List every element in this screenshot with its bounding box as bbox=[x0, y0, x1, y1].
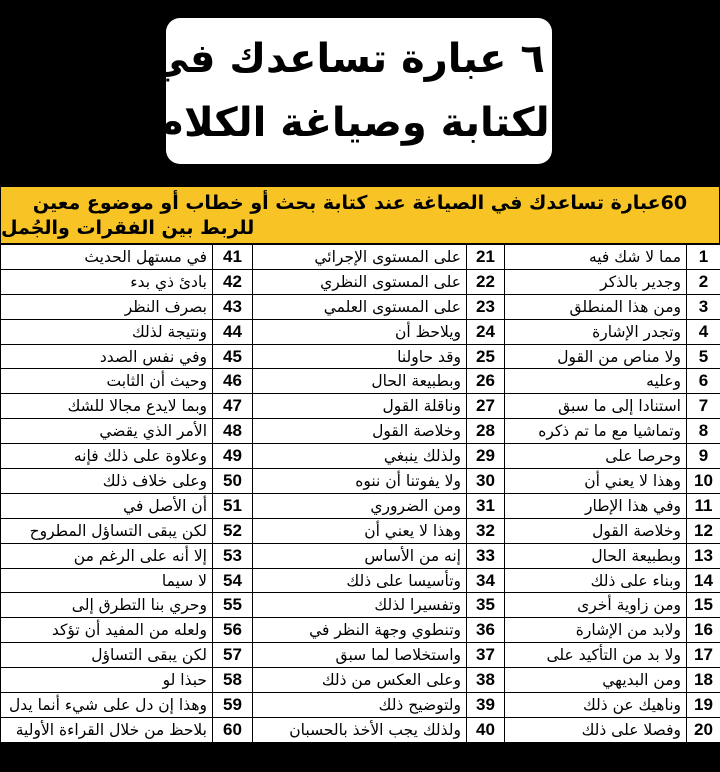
table-row bbox=[1, 469, 720, 494]
phrase-text: وتأسيسا على ذلك bbox=[253, 568, 467, 593]
phrase-number: 51 bbox=[213, 493, 253, 518]
table-row bbox=[1, 344, 720, 369]
phrase-number: 48 bbox=[213, 419, 253, 444]
phrase-number: 2 bbox=[687, 269, 720, 294]
phrase-number: 11 bbox=[687, 493, 720, 518]
phrase-text: وحري بنا التطرق إلى bbox=[1, 593, 213, 618]
phrase-text: لكن يبقى التساؤل bbox=[1, 643, 213, 668]
phrase-text: أن الأصل في bbox=[1, 493, 213, 518]
phrase-text: ونتيجة لذلك bbox=[1, 319, 213, 344]
phrase-text: مما لا شك فيه bbox=[505, 245, 687, 270]
phrase-text: وفصلا على ذلك bbox=[505, 717, 687, 742]
phrase-number: 19 bbox=[687, 693, 720, 718]
phrase-number: 29 bbox=[467, 444, 505, 469]
phrase-text: وفي هذا الإطار bbox=[505, 493, 687, 518]
phrase-text: وناهيك عن ذلك bbox=[505, 693, 687, 718]
table-row bbox=[1, 269, 720, 294]
table-row bbox=[1, 319, 720, 344]
phrase-number: 32 bbox=[467, 518, 505, 543]
title-line-1: ٦٠ عبارة تساعدك في bbox=[148, 36, 570, 82]
phrase-number: 6 bbox=[687, 369, 720, 394]
phrase-number: 16 bbox=[687, 618, 720, 643]
phrase-number: 10 bbox=[687, 469, 720, 494]
phrase-number: 3 bbox=[687, 294, 720, 319]
phrase-number: 35 bbox=[467, 593, 505, 618]
phrase-text: واستخلاصا لما سبق bbox=[253, 643, 467, 668]
phrase-text: الأمر الذي يقضي bbox=[1, 419, 213, 444]
phrase-number: 7 bbox=[687, 394, 720, 419]
phrase-text: وهذا لا يعني أن bbox=[505, 469, 687, 494]
phrase-number: 40 bbox=[467, 717, 505, 742]
table-row bbox=[1, 419, 720, 444]
header-line-2: للربط بين الفقرات والجُمل bbox=[1, 217, 255, 239]
phrase-text: لا سيما bbox=[1, 568, 213, 593]
table-row bbox=[1, 568, 720, 593]
phrase-text: ولا يفوتنا أن ننوه bbox=[253, 469, 467, 494]
phrase-number: 38 bbox=[467, 668, 505, 693]
phrase-number: 59 bbox=[213, 693, 253, 718]
phrase-number: 14 bbox=[687, 568, 720, 593]
phrase-number: 23 bbox=[467, 294, 505, 319]
phrase-text: وعلى العكس من ذلك bbox=[253, 668, 467, 693]
phrase-text: وناقلة القول bbox=[253, 394, 467, 419]
table-header bbox=[0, 186, 720, 244]
phrase-number: 45 bbox=[213, 344, 253, 369]
phrase-text: لكن يبقى التساؤل المطروح bbox=[1, 518, 213, 543]
phrase-number: 1 bbox=[687, 245, 720, 270]
phrase-number: 37 bbox=[467, 643, 505, 668]
phrase-number: 12 bbox=[687, 518, 720, 543]
title-card bbox=[148, 18, 570, 164]
table-row bbox=[1, 593, 720, 618]
phrase-number: 55 bbox=[213, 593, 253, 618]
phrase-number: 9 bbox=[687, 444, 720, 469]
phrase-number: 26 bbox=[467, 369, 505, 394]
phrase-text: وعلى خلاف ذلك bbox=[1, 469, 213, 494]
phrase-text: ولعله من المفيد أن تؤكد bbox=[1, 618, 213, 643]
phrase-number: 43 bbox=[213, 294, 253, 319]
table-row bbox=[1, 717, 720, 742]
phrase-text: على المستوى النظري bbox=[253, 269, 467, 294]
phrase-text: وبطبيعة الحال bbox=[253, 369, 467, 394]
phrase-text: وقد حاولنا bbox=[253, 344, 467, 369]
phrase-text: ولا مناص من القول bbox=[505, 344, 687, 369]
phrase-number: 20 bbox=[687, 717, 720, 742]
phrase-number: 31 bbox=[467, 493, 505, 518]
phrase-text: ومن الضروري bbox=[253, 493, 467, 518]
table-row bbox=[1, 543, 720, 568]
phrase-text: ولا بد من التأكيد على bbox=[505, 643, 687, 668]
phrase-number: 44 bbox=[213, 319, 253, 344]
phrase-number: 33 bbox=[467, 543, 505, 568]
phrase-text: وعليه bbox=[505, 369, 687, 394]
table-row bbox=[1, 518, 720, 543]
phrase-text: وخلاصة القول bbox=[253, 419, 467, 444]
phrase-number: 42 bbox=[213, 269, 253, 294]
phrase-number: 58 bbox=[213, 668, 253, 693]
phrase-number: 49 bbox=[213, 444, 253, 469]
phrase-number: 53 bbox=[213, 543, 253, 568]
phrase-number: 52 bbox=[213, 518, 253, 543]
phrase-text: وهذا لا يعني أن bbox=[253, 518, 467, 543]
phrase-text: إنه من الأساس bbox=[253, 543, 467, 568]
table-row bbox=[1, 493, 720, 518]
phrase-text: في مستهل الحديث bbox=[1, 245, 213, 270]
phrase-text: ويلاحظ أن bbox=[253, 319, 467, 344]
phrase-text: بادئ ذي بدء bbox=[1, 269, 213, 294]
phrase-number: 25 bbox=[467, 344, 505, 369]
table-row bbox=[1, 369, 720, 394]
phrase-number: 46 bbox=[213, 369, 253, 394]
phrase-text: بصرف النظر bbox=[1, 294, 213, 319]
title-line-2: الكتابة وصياغة الكلام bbox=[154, 100, 564, 146]
phrase-text: وتفسيرا لذلك bbox=[253, 593, 467, 618]
phrase-text: ولابد من الإشارة bbox=[505, 618, 687, 643]
phrase-text: وبطبيعة الحال bbox=[505, 543, 687, 568]
phrase-text: وحيث أن الثابت bbox=[1, 369, 213, 394]
table-row bbox=[1, 693, 720, 718]
phrase-number: 27 bbox=[467, 394, 505, 419]
phrases-table bbox=[0, 244, 720, 743]
phrase-text: على المستوى الإجرائي bbox=[253, 245, 467, 270]
phrase-number: 47 bbox=[213, 394, 253, 419]
phrase-text: استنادا إلى ما سبق bbox=[505, 394, 687, 419]
phrase-text: وجدير بالذكر bbox=[505, 269, 687, 294]
phrase-text: ولتوضيح ذلك bbox=[253, 693, 467, 718]
phrase-number: 21 bbox=[467, 245, 505, 270]
phrase-text: ومن زاوية أخرى bbox=[505, 593, 687, 618]
phrase-number: 4 bbox=[687, 319, 720, 344]
phrase-text: على المستوى العلمي bbox=[253, 294, 467, 319]
phrase-number: 8 bbox=[687, 419, 720, 444]
phrase-text: ومن هذا المنطلق bbox=[505, 294, 687, 319]
phrase-text: وحرصا على bbox=[505, 444, 687, 469]
table-row bbox=[1, 444, 720, 469]
phrase-text: وخلاصة القول bbox=[505, 518, 687, 543]
phrase-number: 34 bbox=[467, 568, 505, 593]
table-row bbox=[1, 668, 720, 693]
phrase-text: وفي نفس الصدد bbox=[1, 344, 213, 369]
phrase-number: 30 bbox=[467, 469, 505, 494]
table-row bbox=[1, 294, 720, 319]
phrase-number: 17 bbox=[687, 643, 720, 668]
phrase-text: إلا أنه على الرغم من bbox=[1, 543, 213, 568]
phrase-text: وبناء على ذلك bbox=[505, 568, 687, 593]
table-row bbox=[1, 245, 720, 270]
phrase-text: ولذلك ينبغي bbox=[253, 444, 467, 469]
phrase-number: 56 bbox=[213, 618, 253, 643]
phrase-number: 39 bbox=[467, 693, 505, 718]
phrase-text: وتنطوي وجهة النظر في bbox=[253, 618, 467, 643]
phrase-number: 41 bbox=[213, 245, 253, 270]
phrase-number: 22 bbox=[467, 269, 505, 294]
phrase-text: وتجدر الإشارة bbox=[505, 319, 687, 344]
phrase-number: 13 bbox=[687, 543, 720, 568]
phrase-number: 24 bbox=[467, 319, 505, 344]
phrase-text: وعلاوة على ذلك فإنه bbox=[1, 444, 213, 469]
phrase-text: وهذا إن دل على شيء أنما يدل bbox=[1, 693, 213, 718]
phrase-number: 54 bbox=[213, 568, 253, 593]
table-row bbox=[1, 394, 720, 419]
phrase-number: 60 bbox=[213, 717, 253, 742]
phrase-number: 28 bbox=[467, 419, 505, 444]
phrase-number: 18 bbox=[687, 668, 720, 693]
phrase-number: 5 bbox=[687, 344, 720, 369]
phrase-text: ولذلك يجب الأخذ بالحسبان bbox=[253, 717, 467, 742]
header-line-1: 60عبارة تساعدك في الصياغة عند كتابة بحث أو خطاب أو موضوع معين bbox=[32, 192, 688, 214]
phrase-number: 57 bbox=[213, 643, 253, 668]
phrase-number: 15 bbox=[687, 593, 720, 618]
phrase-text: وبما لايدع مجالا للشك bbox=[1, 394, 213, 419]
phrase-number: 36 bbox=[467, 618, 505, 643]
phrase-number: 50 bbox=[213, 469, 253, 494]
phrase-text: بلاحظ من خلال القراءة الأولية bbox=[1, 717, 213, 742]
phrase-text: ومن البديهي bbox=[505, 668, 687, 693]
table-row bbox=[1, 643, 720, 668]
table-row bbox=[1, 618, 720, 643]
phrase-text: وتماشيا مع ما تم ذكره bbox=[505, 419, 687, 444]
phrase-text: حبذا لو bbox=[1, 668, 213, 693]
